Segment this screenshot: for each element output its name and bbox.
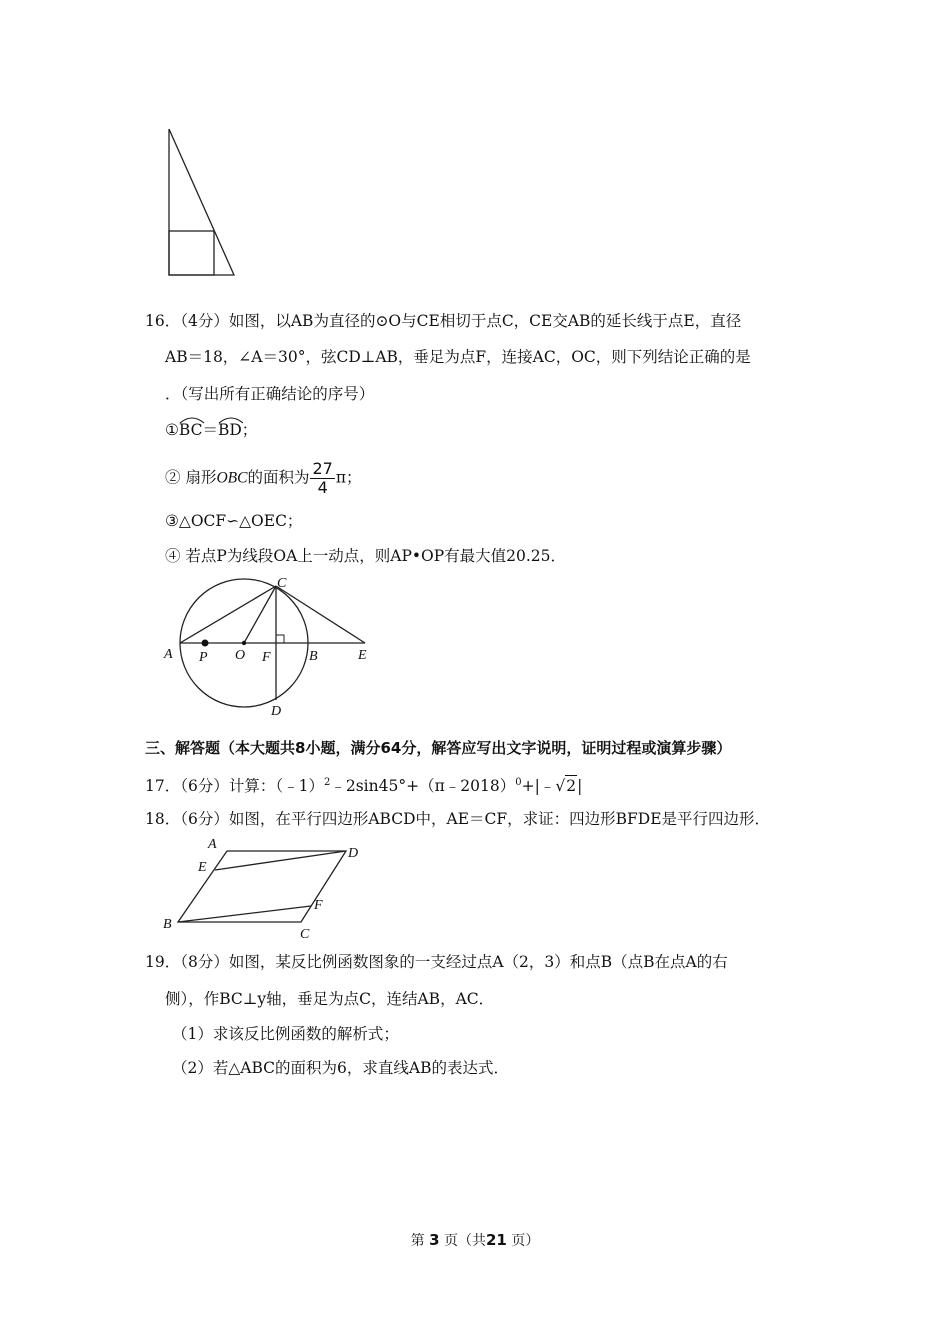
triangle-outline [169, 129, 234, 275]
q16-number: 16． [145, 312, 181, 330]
label-b: B [163, 917, 172, 932]
inscribed-square [169, 231, 214, 275]
q17-exponent-2: 2 [323, 777, 331, 788]
q17-score: （6分） [180, 777, 229, 796]
q17-expr-mid: ﹣2sin45°+（π﹣2018） [330, 777, 516, 796]
label-b: B [309, 649, 318, 664]
point-o [242, 641, 246, 645]
q18-score: （6分） [180, 810, 229, 828]
q16-score: （4分） [180, 312, 229, 330]
q18-number: 18． [145, 810, 181, 828]
label-o: O [235, 648, 246, 663]
arc-bc [179, 420, 203, 440]
q17-abs-pre: +|﹣ [521, 777, 556, 796]
label-f: F [262, 650, 271, 665]
label-p: P [199, 650, 208, 665]
radius-oc [244, 586, 276, 643]
fraction-27-4 [310, 460, 334, 497]
arc-bd-label: BD [217, 421, 242, 439]
q19-stem-2: 侧），作BC⊥y轴，垂足为点C，连结AB，AC． [165, 990, 495, 1008]
q17-number: 17． [145, 777, 181, 796]
fraction-denominator: 4 [317, 478, 328, 497]
triangle-square-figure [160, 120, 250, 285]
parallelogram-figure [160, 836, 370, 941]
q16-stem-2: AB＝18，∠A＝30°，弦CD⊥AB，垂足为点F，连接AC，OC，则下列结论正确的是 [165, 348, 751, 366]
option-1-equals: ＝ [202, 421, 218, 439]
label-e: E [198, 860, 207, 875]
q18-line [145, 809, 770, 829]
sqrt-radicand: 2 [566, 777, 577, 796]
q17-exponent-0: 0 [515, 777, 522, 788]
circle-tangent-figure [160, 572, 380, 722]
q16-option-4: ④ 若点P为线段OA上一动点，则AP•OP有最大值20.25． [165, 547, 567, 565]
segment-ed [215, 851, 346, 870]
option-2-mid: 的面积为 [247, 468, 310, 487]
q19-part-2: （2）若△ABC的面积为6，求直线AB的表达式． [172, 1059, 509, 1077]
arc-bd [218, 420, 242, 440]
q17-line [145, 773, 582, 796]
label-a: A [164, 647, 173, 662]
section-3-heading: 三、解答题（本大题共8小题，满分64分，解答应写出文字说明，证明过程或演算步骤） [145, 739, 732, 757]
q19-line1 [145, 952, 728, 972]
q19-number: 19． [145, 953, 181, 971]
option-1-end: ； [241, 421, 258, 439]
sqrt-sign: √ [555, 777, 566, 796]
label-d: D [348, 846, 359, 861]
q17-abs-end: | [577, 777, 583, 796]
q16-stem-3: ．（写出所有正确结论的序号） [165, 385, 375, 403]
q16-option-3: ③△OCF∽△OEC； [165, 512, 303, 530]
tangent-ce [276, 586, 365, 643]
footer-post: 页） [511, 1233, 540, 1249]
q16-line1 [145, 311, 741, 331]
point-p [202, 640, 209, 647]
q17-expr-pre: 计算：（﹣1） [228, 777, 324, 796]
fraction-numerator: 27 [312, 459, 333, 478]
q19-score: （8分） [180, 953, 229, 971]
q16-option-1 [165, 420, 257, 440]
page-number: 3 [429, 1231, 440, 1249]
footer-pre: 第 [410, 1233, 425, 1249]
option-2-pre: 扇形 [185, 468, 217, 487]
label-d: D [271, 704, 282, 719]
option-2-end: π； [335, 468, 362, 487]
option-2-mark: ② [165, 468, 181, 487]
label-f: F [314, 898, 323, 913]
q19-part-1: （1）求该反比例函数的解析式； [172, 1025, 399, 1043]
total-pages: 21 [486, 1231, 507, 1249]
q19-stem-1: 如图，某反比例函数图象的一支经过点A（2，3）和点B（点B在点A的右 [228, 953, 728, 971]
q16-option-2 [165, 460, 362, 497]
label-a: A [208, 837, 217, 852]
segment-bf [178, 906, 311, 922]
chord-ac [180, 586, 276, 643]
option-1-mark: ① [165, 421, 179, 439]
q18-stem: 如图，在平行四边形ABCD中，AE＝CF，求证：四边形BFDE是平行四边形． [228, 810, 771, 828]
label-e: E [358, 648, 367, 663]
right-angle-mark [276, 635, 284, 643]
label-c: C [300, 927, 310, 941]
q16-stem-1: 如图，以AB为直径的⊙O与CE相切于点C，CE交AB的延长线于点E，直径 [228, 312, 742, 330]
arc-bc-label: BC [178, 421, 203, 439]
footer-mid: 页（共 [444, 1233, 486, 1249]
option-2-name: OBC [216, 469, 248, 487]
label-c: C [277, 576, 287, 591]
page-footer [0, 1230, 950, 1250]
